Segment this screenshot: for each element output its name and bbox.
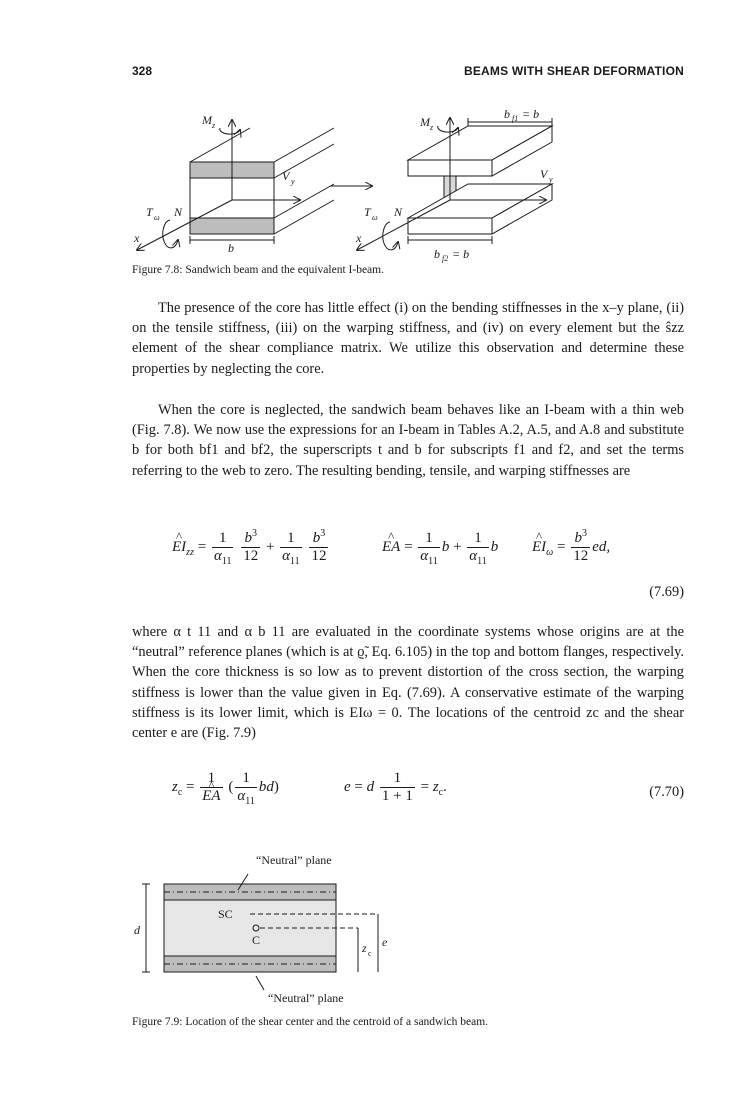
figure-7-9-caption: Figure 7.9: Location of the shear center and the centroid of a sandwich beam. <box>132 1016 489 1028</box>
svg-text:V: V <box>540 167 548 181</box>
svg-text:z: z <box>430 123 434 132</box>
label-c: C <box>252 933 261 947</box>
figure-7-8 <box>132 100 572 265</box>
page-number: 328 <box>132 64 153 78</box>
svg-text:x: x <box>356 231 362 245</box>
svg-text:= b: = b <box>452 247 470 261</box>
svg-text:f1: f1 <box>512 114 519 123</box>
svg-text:b: b <box>504 107 510 121</box>
figure-7-8-caption: Figure 7.8: Sandwich beam and the equivalent I-beam. <box>132 264 384 276</box>
equation-7-69-number: (7.69) <box>649 584 684 600</box>
page-header <box>132 64 684 82</box>
paragraph-1: The presence of the core has little effect (i) on the bending stiffnesses in the x–y plane, (ii) on the tensile stiffness, (iii) on the warping stiffness, and (iv) on every element but the ŝzz element of the shear compliance matrix. We utilize this observation and determine these properties by neglecting the core. <box>132 300 684 377</box>
svg-text:y: y <box>549 175 553 184</box>
paragraph-3: where α t 11 and α b 11 are evaluated in the coordinate systems whose origins are at the “neutral” reference planes (which is at ϱ̃, Eq. 6.105) in the top and bottom flanges, respectively. When the core thickness is so low as to prevent distortion of the cross section, the warping stiffness is lower than the value given in Eq. (7.69). A conservative estimate of the warping stiffness is its lower limit, which is EIω = 0. The locations of the centroid zc and the shear center e are (Fig. 7.9) <box>132 624 684 742</box>
equation-7-70: $z_c$ = 1 ^ EA ( $\frac{1}{\alpha_{11}}$ bd) e = d $\frac{1}{1 + 1}$ = $z_c$. (7.70) <box>132 762 684 832</box>
figure-7-9 <box>132 848 432 1008</box>
svg-text:y: y <box>291 177 295 186</box>
svg-text:= b: = b <box>522 107 540 121</box>
label-Tw: T <box>146 205 153 219</box>
neutral-plane-top-label: “Neutral” plane <box>256 853 332 867</box>
svg-text:c: c <box>368 949 372 958</box>
running-title: BEAMS WITH SHEAR DEFORMATION <box>463 64 684 78</box>
label-zc: z <box>362 941 367 955</box>
sandwich-beam-drawing <box>137 120 334 250</box>
svg-text:z: z <box>212 121 216 130</box>
svg-text:ω: ω <box>154 213 160 222</box>
i-beam-drawing <box>408 126 552 234</box>
neutral-plane-bottom-label: “Neutral” plane <box>268 991 344 1005</box>
equation-7-70-number: (7.70) <box>649 784 684 800</box>
label-Vy: V <box>282 169 290 183</box>
svg-text:f2: f2 <box>442 254 449 263</box>
svg-text:M: M <box>420 115 430 129</box>
label-Mz: M <box>202 113 212 127</box>
label-sc: SC <box>218 907 233 921</box>
paragraph-2: When the core is neglected, the sandwich beam behaves like an I-beam with a thin web (Fig. 7.8). We now use the expressions for an I-beam in Tables A.2, A.5, and A.8 and substitute b for both bf1 and bf2, the superscripts t and b for subscripts f1 and f2, and set the terms referring to the web to zero. The resulting bending, tensile, and warping stiffnesses are <box>132 402 684 479</box>
label-x: x <box>134 231 140 245</box>
label-b: b <box>228 241 234 255</box>
svg-text:ω: ω <box>372 213 378 222</box>
svg-text:b: b <box>434 247 440 261</box>
label-N: N <box>174 205 183 219</box>
equation-7-69: ^ $EI_{zz}$ = $\frac{1}{\alpha_{11}}$ $\frac{b^3}{12}$ + $\frac{1}{\alpha_{11}}$ $\frac{b^3}{12}$ ^ EA = $\frac{1}{\alpha_{11}}$ b + $\frac{1}{\alpha_{11}}$ b ^ $EI_\omega$ = $\frac{b^3}{12}$ ed, (7.69) <box>132 522 684 612</box>
svg-text:T: T <box>364 205 371 219</box>
label-d: d <box>134 923 140 937</box>
svg-text:N: N <box>394 205 403 219</box>
label-e: e <box>382 935 388 949</box>
